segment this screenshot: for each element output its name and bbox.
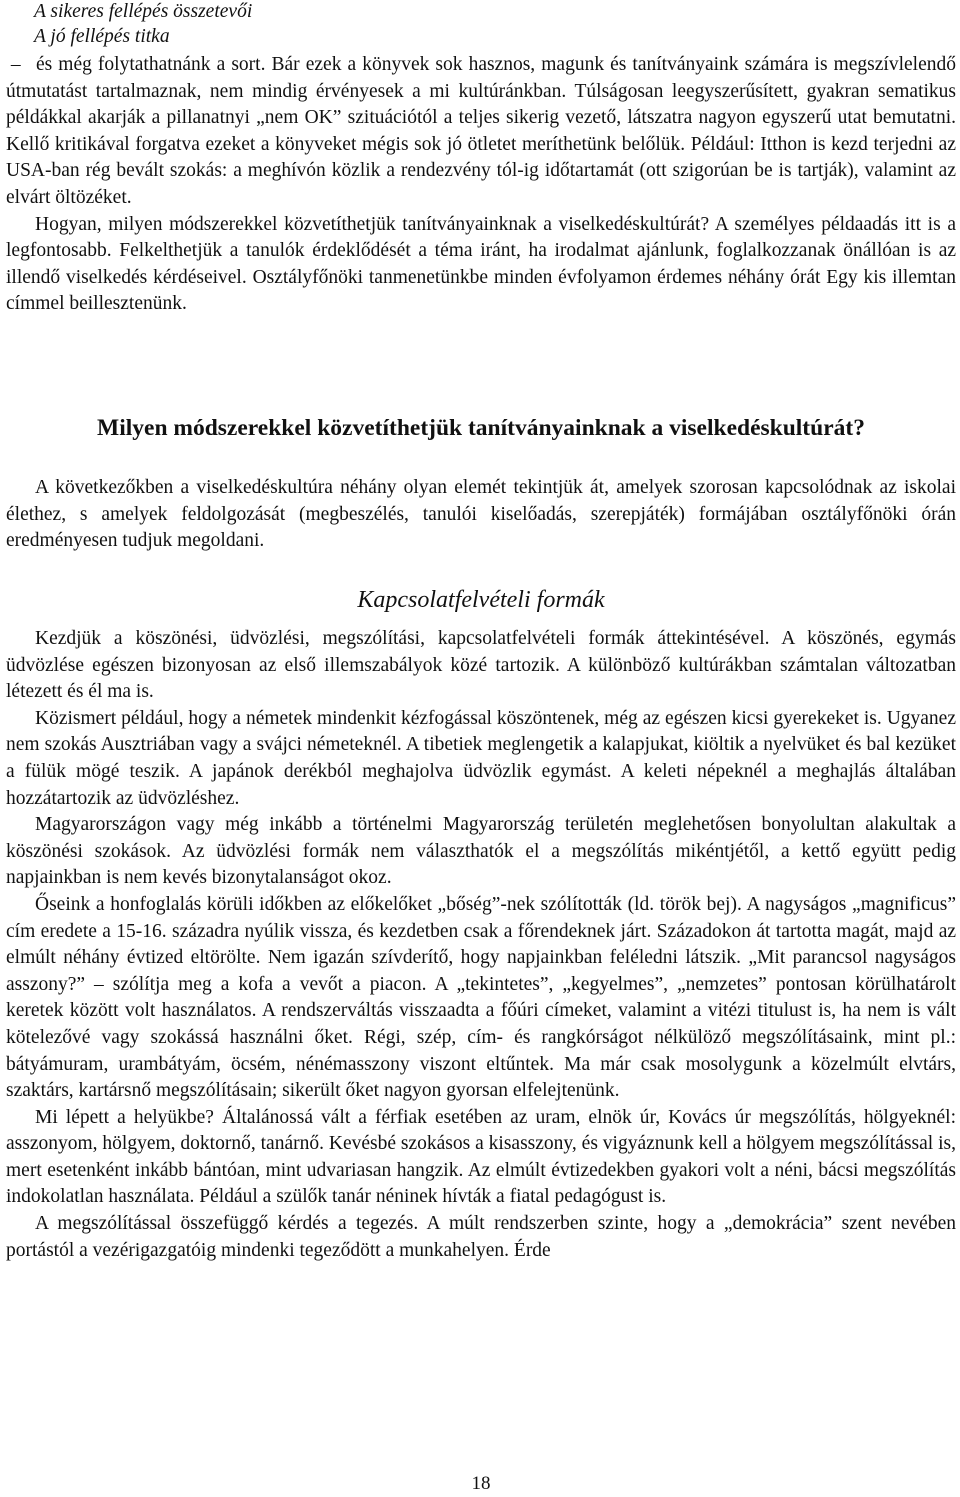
intro-paragraph-1 bbox=[6, 52, 956, 212]
body-paragraph-1: Kezdjük a köszönési, üdvözlési, megszólítási, kapcsolatfelvételi formák áttekintésével. A köszönés, egymás üdvözlése egészen bizonyosan az első illemszabályok közé tartozik. A különböző kultúrákban számtalan változatban létezett és él ma is. bbox=[6, 628, 956, 703]
list-dash: – bbox=[6, 54, 21, 75]
body-paragraph-5: Mi lépett a helyükbe? Általánossá vált a férfiak esetében az uram, elnök úr, Kovács úr megszólítás, hölgyeknél: asszonyom, hölgyem, doktornő, tanárnő. Kevésbé szokásos a kisasszony, és vigyáznunk kell a hölgyem megszólítással is, mert esetenként inkább bántóan, mint udvariasan hangzik. Az elmúlt évtizedekben gyakori volt a néni, bácsi megszólítás indokolatlan használata. Például a szülők tanár néninek hívták a fiatal pedagógust is. bbox=[6, 1106, 956, 1208]
body-paragraph-6: A megszólítással összefüggő kérdés a tegezés. A múlt rendszerben szinte, hogy a „demokrácia” szent nevében portástól a vezérigazgatóig mindenki tegeződött a munkahelyen. Érde bbox=[6, 1213, 956, 1261]
main-text bbox=[6, 626, 956, 1264]
body-paragraph-4: Őseink a honfoglalás körüli időkben az előkelőket „bőség”-nek szólították (ld. török bej). A nagyságos „magnificus” cím eredete a 15-16. századra nyúlik vissza, és kezdetben csak a főrendeknek járt. Századokon át tartotta magát, majd az elmúlt néhány évtized eltörölte. Nem igazán szívderítő, hogy napjainkban feléledni látszik. „Mit parancsol nagyságos asszony?” – szólítja meg a kofa a vevőt a piacon. A „tekintetes”, „kegyelmes”, „nemzetes” pontosan körülhatárolt keretek között volt használatos. A rendszerváltás visszaadta a főúri címeket, valamint a vitézi titulust is, ha nem is vált kötelezővé vagy szokássá használni őket. Régi, szép, cím- és rangkórságot nélkülöző megszólításaink, mint pl.: bátyámuram, urambátyám, öcsém, nénémasszony viszont eltűntek. Ma már csak mosolygunk a közelmúlt elvtárs, szaktárs, kartársnő megszólításain; sikerült őket nagyon gyorsan elfelejtenünk. bbox=[6, 893, 956, 1102]
body-paragraph-2: Közismert például, hogy a németek mindenkit kézfogással köszöntenek, még az egészen kicsi gyerekeket is. Ugyanez nem szokás Ausztriában vagy a svájci németeknél. A tibetiek meglengetik a kalapjukat, kiöltik a nyelvüket és bal kezüket a fülük mögé teszik. A japánok derékból meghajolva üdvözlik egymást. A keleti népeknél a meghajlás általában hozzátartozik az üdvözléshez. bbox=[6, 707, 956, 809]
intro-paragraph-2: Hogyan, milyen módszerekkel közvetíthetjük tanítványainknak a viselkedéskultúrát? A személyes példaadás itt is a legfontosabb. Felkelthetjük a tanulók érdeklődését a téma iránt, ha irodalmat ajánlunk, foglalkozzanak önállóan is az illendő viselkedés kérdéseivel. Osztályfőnöki tanmenetünkbe minden évfolyamon érdemes néhány órát Egy kis illemtan címmel beillesztenünk. bbox=[6, 213, 956, 315]
section-intro-paragraph: A következőkben a viselkedéskultúra néhány olyan elemét tekintjük át, amelyek szorosan kapcsolódnak az iskolai élethez, s amelyek feldolgozását (megbeszélés, tanulói kiselőadás, szerepjáték) formájában osztályfőnöki órán eredményesen tudjuk megoldani. bbox=[6, 477, 956, 552]
intro-paragraph-1-text: és még folytathatnánk a sort. Bár ezek a könyvek sok hasznos, magunk és tanítványaink számára is megszívlelendő útmutatást tartalmaznak, nem mindig érvényesek a mi kultúránkban. Túlságosan leegyszerűsített, gyakran sematikus példákkal akarják a pillanatnyi „nem OK” szituációtól a teljes sikerig vezető, látszatra nagyon egyszerű utat bemutatni. Kellő kritikával forgatva ezeket a könyveket mégis sok jó ötletet meríthetünk belőlük. Például: Itthon is kezd terjedni az USA-ban rég bevált szokás: a meghívón közlik a rendezvény tól-ig időtartamát (ott szigorúan be is tartják), valamint az elvárt öltözéket. bbox=[6, 54, 956, 208]
intro-text bbox=[6, 52, 956, 318]
subsection-heading: Kapcsolatfelvételi formák bbox=[357, 587, 605, 613]
page-number: 18 bbox=[471, 1473, 491, 1494]
body-paragraph-3: Magyarországon vagy még inkább a történelmi Magyarország területén meglehetősen bonyolultan alakultak a köszönési szokások. Az üdvözlési formák nem választhatók el a megszólítás mikéntjétől, a kettő együtt pedig napjainkban is nem kevés bizonytalanságot okoz. bbox=[6, 814, 956, 889]
section-heading: Milyen módszerekkel közvetíthetjük tanítványainknak a viselkedéskultúrát? bbox=[97, 415, 865, 441]
document-page bbox=[6, 0, 956, 1497]
running-header-chapter: A sikeres fellépés összetevői bbox=[34, 1, 253, 22]
running-header-section: A jó fellépés titka bbox=[34, 26, 170, 47]
section-intro bbox=[6, 475, 956, 555]
